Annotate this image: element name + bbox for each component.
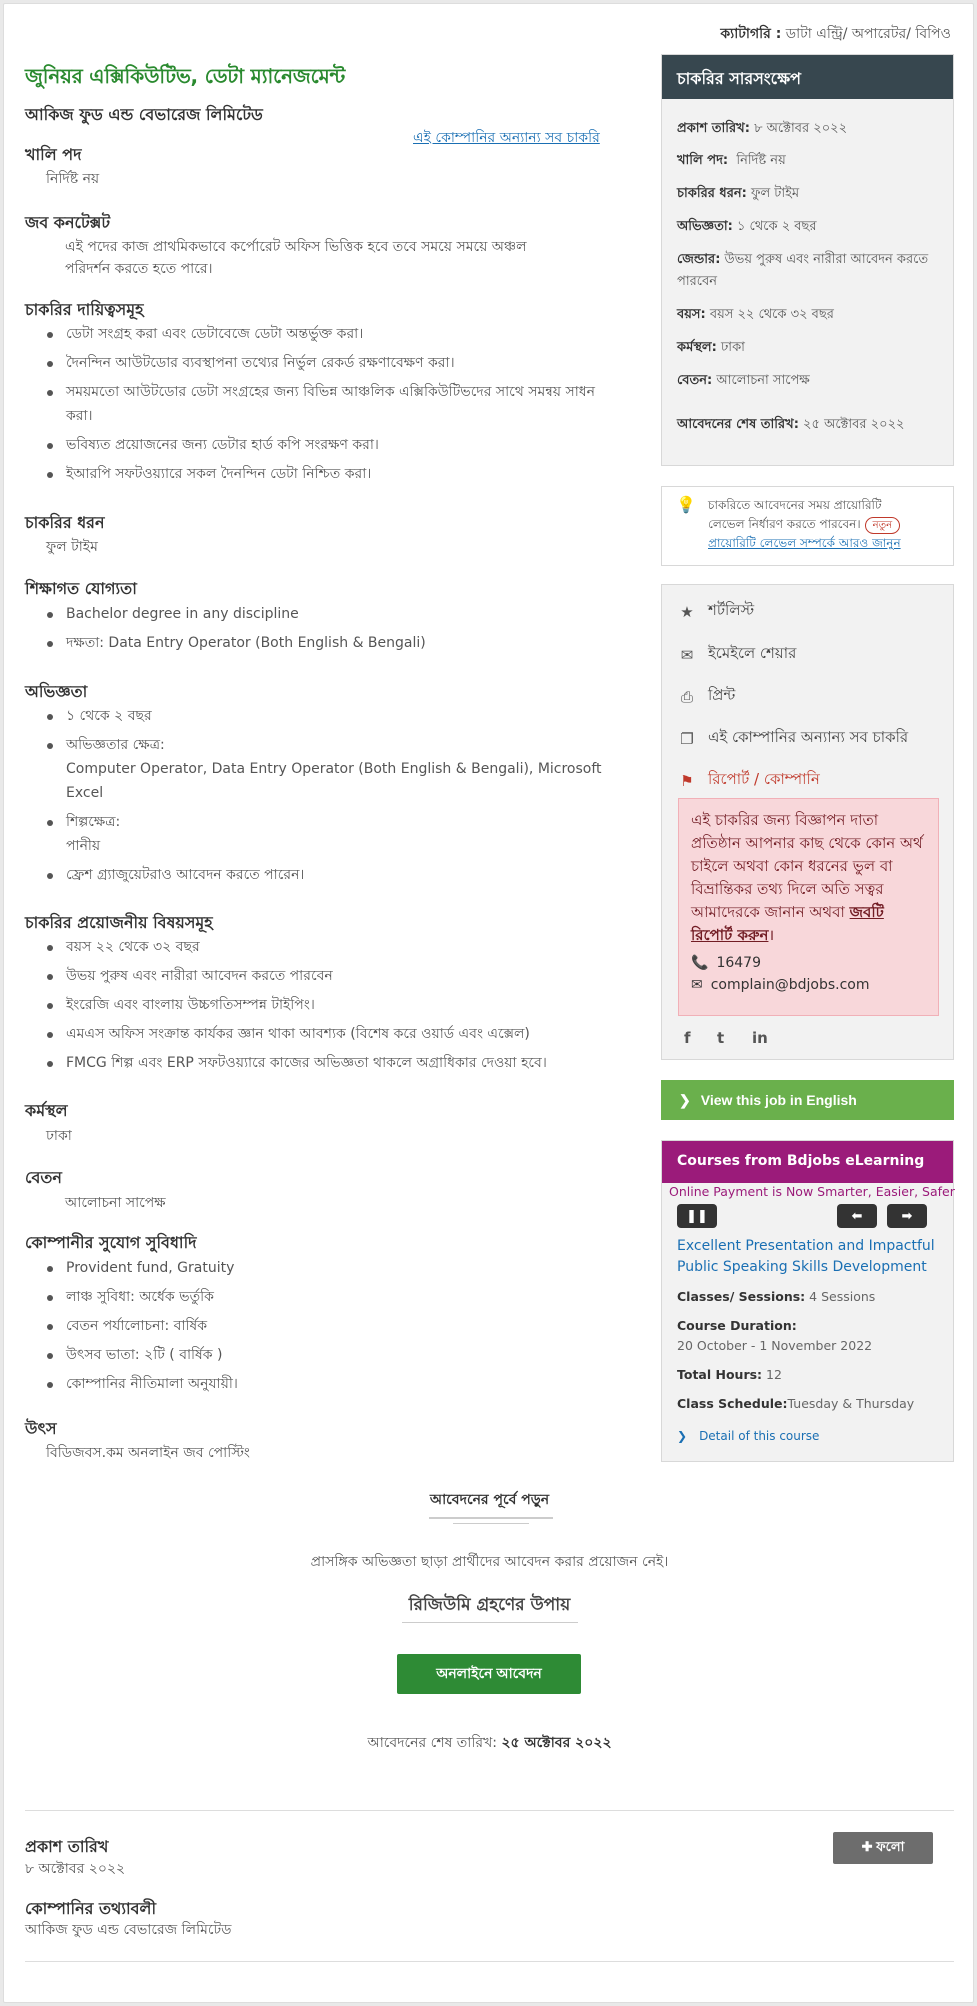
read-before-heading: আবেদনের পূর্বে পড়ুন bbox=[429, 1492, 550, 1508]
list-item: সময়মতো আউটডোর ডেটা সংগ্রহের জন্য বিভিন্ন আঞ্চলিক এক্সিকিউটিভদের সাথে সমন্বয় সাধন করা। bbox=[46, 380, 606, 428]
course-sessions: Classes/ Sessions: 4 Sessions bbox=[677, 1289, 876, 1304]
envelope-icon: ✉ bbox=[691, 977, 703, 993]
chevron-right-icon: ❯ bbox=[677, 1429, 688, 1443]
salary-value: আলোচনা সাপেক্ষ bbox=[65, 1195, 166, 1211]
vacancy-value: নির্দিষ্ট নয় bbox=[46, 171, 100, 187]
list-item: ইআরপি সফটওয়্যারে সকল দৈনন্দিন ডেটা নিশ্চিত করা। bbox=[46, 462, 606, 486]
job-details-page bbox=[3, 3, 974, 2003]
list-item: কোম্পানির নীতিমালা অনুযায়ী। bbox=[46, 1372, 606, 1396]
job-title: জুনিয়র এক্সিকিউটিভ, ডেটা ম্যানেজমেন্ট bbox=[25, 64, 346, 88]
footer-company-value: আকিজ ফুড এন্ড বেভারেজ লিমিটেড bbox=[25, 1922, 232, 1938]
linkedin-icon[interactable]: in bbox=[752, 1029, 768, 1047]
list-item: ডেটা সংগ্রহ করা এবং ডেটাবেজে ডেটা অন্তর্ভুক্ত করা। bbox=[46, 322, 606, 346]
print-label: প্রিন্ট bbox=[708, 686, 736, 704]
experience-area-label: অভিজ্ঞতার ক্ষেত্র: bbox=[66, 737, 165, 753]
list-item: Provident fund, Gratuity bbox=[46, 1256, 606, 1280]
source-value: বিডিজবস.কম অনলাইন জব পোস্টিং bbox=[46, 1445, 250, 1461]
education-list bbox=[46, 602, 606, 660]
experience-area-value-1: Computer Operator, Data Entry Operator (Both English & Bengali), Microsoft bbox=[66, 761, 602, 777]
copy-icon: ❐ bbox=[680, 729, 694, 748]
course-heading: Courses from Bdjobs eLearning bbox=[662, 1141, 953, 1183]
report-label: রিপোর্ট / কোম্পানি bbox=[708, 770, 820, 788]
twitter-icon[interactable]: t bbox=[717, 1029, 725, 1047]
resume-method-heading: রিজিউমি গ্রহণের উপায় bbox=[408, 1595, 571, 1615]
print-action[interactable] bbox=[678, 684, 735, 709]
list-item: দক্ষতা: Data Entry Operator (Both English & Bengali) bbox=[46, 631, 606, 655]
summary-experience: অভিজ্ঞতা: ১ থেকে ২ বছর bbox=[677, 219, 817, 234]
arrow-left-icon[interactable]: ⬅ bbox=[837, 1204, 877, 1228]
pause-icon[interactable]: ❚❚ bbox=[677, 1204, 717, 1228]
course-marquee: Online Payment is Now Smarter, Easier, Safer bbox=[669, 1184, 955, 1199]
priority-line1: চাকরিতে আবেদনের সময় প্রায়োরিটি bbox=[708, 498, 882, 512]
requirements-list bbox=[46, 935, 626, 1080]
divider bbox=[25, 1961, 954, 1962]
list-item: বেতন পর্যালোচনা: বার্ষিক bbox=[46, 1314, 606, 1338]
chevron-right-icon: ❯ bbox=[679, 1091, 691, 1108]
report-action[interactable] bbox=[678, 768, 820, 793]
requirements-heading: চাকরির প্রয়োজনীয় বিষয়সমূহ bbox=[25, 913, 213, 932]
summary-type: চাকরির ধরন: ফুল টাইম bbox=[677, 186, 800, 201]
list-item: বয়স ২২ থেকে ৩২ বছর bbox=[46, 935, 626, 959]
benefits-list bbox=[46, 1256, 606, 1401]
benefits-heading: কোম্পানীর সুযোগ সুবিধাদি bbox=[25, 1233, 197, 1252]
print-icon: ⎙ bbox=[680, 687, 693, 706]
facebook-icon[interactable]: f bbox=[684, 1029, 691, 1047]
employment-status-value: ফুল টাইম bbox=[46, 539, 98, 555]
priority-box bbox=[661, 486, 954, 566]
summary-salary: বেতন: আলোচনা সাপেক্ষ bbox=[677, 373, 810, 388]
experience-heading: অভিজ্ঞতা bbox=[25, 682, 88, 701]
actions-box bbox=[661, 584, 954, 1060]
category-value: ডাটা এন্ট্রি/ অপারেটর/ বিপিও bbox=[785, 26, 951, 42]
summary-gender: জেন্ডার: উভয় পুরুষ এবং নারীরা আবেদন করতে পারবেন bbox=[677, 252, 929, 289]
vacancy-heading: খালি পদ bbox=[25, 145, 82, 164]
job-context-line1: এই পদের কাজ প্রাথমিকভাবে কর্পোরেট অফিস ভিত্তিক হবে তবে সময়ে সময়ে অঞ্চল bbox=[65, 239, 527, 255]
responsibilities-list bbox=[46, 322, 606, 491]
education-heading: শিক্ষাগত যোগ্যতা bbox=[25, 579, 137, 598]
course-hours: Total Hours: 12 bbox=[677, 1367, 782, 1382]
list-item: Bachelor degree in any discipline bbox=[46, 602, 606, 626]
apply-deadline: আবেদনের শেষ তারিখ: ২৫ অক্টোবর ২০২২ bbox=[367, 1735, 612, 1751]
apply-note: প্রাসঙ্গিক অভিজ্ঞতা ছাড়া প্রার্থীদের আবেদন করার প্রয়োজন নেই। bbox=[310, 1554, 669, 1570]
lightbulb-icon: 💡 bbox=[676, 495, 696, 514]
employment-status-heading: চাকরির ধরন bbox=[25, 513, 105, 532]
report-warning-box: এই চাকরির জন্য বিজ্ঞাপন দাতা প্রতিষ্ঠান আপনার কাছ থেকে কোন অর্থ চাইলে অথবা কোন ধরনের ভুল বা বিভ্রান্তিকর তথ্য দিলে অতি সত্বর আমাদেরকে জানান অথবা জবটি রিপোর্ট করুন। 📞 16479 ✉ complain@bdjobs.com bbox=[678, 798, 939, 1016]
company-name: আকিজ ফুড এন্ড বেভারেজ লিমিটেড bbox=[25, 105, 263, 124]
shortlist-action[interactable] bbox=[678, 599, 754, 624]
summary-heading: চাকরির সারসংক্ষেপ bbox=[662, 55, 953, 99]
apply-online-button[interactable]: অনলাইনে আবেদন bbox=[397, 1654, 581, 1694]
list-item: ফ্রেশ গ্র্যাজুয়েটরাও আবেদন করতে পারেন। bbox=[46, 863, 606, 887]
other-jobs-action[interactable] bbox=[678, 726, 908, 751]
list-item: ১ থেকে ২ বছর bbox=[46, 704, 606, 728]
divider bbox=[429, 1517, 553, 1519]
category-label: ক্যাটাগরি : bbox=[720, 26, 782, 42]
summary-vacancy: খালি পদ: নির্দিষ্ট নয় bbox=[677, 153, 786, 168]
industry-label: শিল্পক্ষেত্র: bbox=[66, 814, 121, 830]
list-item: লাঞ্চ সুবিধা: অর্ধেক ভর্তুকি bbox=[46, 1285, 606, 1309]
list-item bbox=[46, 810, 606, 858]
list-item: দৈনন্দিন আউটডোর ব্যবস্থাপনা তথ্যের নির্ভুল রেকর্ড রক্ষণাবেক্ষণ করা। bbox=[46, 351, 606, 375]
flag-icon: ⚑ bbox=[680, 771, 694, 790]
new-badge: নতুন bbox=[865, 517, 900, 534]
priority-line2: লেভেল নির্ধারণ করতে পারবেন। bbox=[708, 517, 861, 531]
footer-published-heading: প্রকাশ তারিখ bbox=[25, 1837, 109, 1856]
summary-published: প্রকাশ তারিখ: ৮ অক্টোবর ২০২২ bbox=[677, 121, 848, 136]
job-summary-box bbox=[661, 54, 954, 466]
report-text: এই চাকরির জন্য বিজ্ঞাপন দাতা প্রতিষ্ঠান আপনার কাছ থেকে কোন অর্থ চাইলে অথবা কোন ধরনের ভুল বা বিভ্রান্তিকর তথ্য দিলে অতি সত্বর আমাদেরকে জানান অথবা bbox=[691, 811, 923, 921]
summary-deadline: আবেদনের শেষ তারিখ: ২৫ অক্টোবর ২০২২ bbox=[677, 417, 905, 432]
list-item: FMCG শিল্প এবং ERP সফটওয়্যারে কাজের অভিজ্ঞতা থাকলে অগ্রাধিকার দেওয়া হবে। bbox=[46, 1051, 626, 1075]
divider bbox=[402, 1622, 578, 1623]
divider bbox=[453, 1523, 529, 1524]
star-icon: ★ bbox=[680, 602, 694, 621]
arrow-right-icon[interactable]: ➡ bbox=[887, 1204, 927, 1228]
phone-icon: 📞 bbox=[691, 955, 709, 971]
plus-icon: ✚ bbox=[861, 1838, 873, 1854]
priority-learn-link[interactable]: প্রায়োরিটি লেভেল সম্পর্কে আরও জানুন bbox=[708, 536, 901, 550]
responsibilities-heading: চাকরির দায়িত্বসমূহ bbox=[25, 300, 144, 319]
list-item: ইংরেজি এবং বাংলায় উচ্চগতিসম্পন্ন টাইপিং। bbox=[46, 993, 626, 1017]
report-email: ✉ complain@bdjobs.com bbox=[691, 977, 870, 993]
location-heading: কর্মস্থল bbox=[25, 1101, 68, 1120]
source-heading: উৎস bbox=[25, 1419, 57, 1438]
category bbox=[720, 22, 951, 46]
email-share-action[interactable] bbox=[678, 642, 796, 667]
envelope-icon: ✉ bbox=[680, 645, 694, 664]
list-item: ভবিষ্যত প্রয়োজনের জন্য ডেটার হার্ড কপি সংরক্ষণ করা। bbox=[46, 433, 606, 457]
divider bbox=[25, 1810, 954, 1811]
other-jobs-link[interactable]: এই কোম্পানির অন্যান্য সব চাকরি bbox=[413, 130, 600, 146]
salary-heading: বেতন bbox=[25, 1168, 62, 1187]
summary-age: বয়স: বয়স ২২ থেকে ৩২ বছর bbox=[677, 307, 834, 322]
course-title[interactable]: Excellent Presentation and Impactful Public Speaking Skills Development bbox=[677, 1238, 935, 1275]
list-item: উৎসব ভাতা: ২টি ( বার্ষিক ) bbox=[46, 1343, 606, 1367]
report-job-link[interactable]: জবটি রিপোর্ট করুন bbox=[691, 903, 884, 944]
course-box bbox=[661, 1140, 954, 1462]
list-item bbox=[46, 733, 606, 805]
job-context-heading: জব কনটেক্সট bbox=[25, 213, 111, 232]
location-value: ঢাকা bbox=[46, 1128, 72, 1144]
course-duration: Course Duration: 20 October - 1 November 2022 bbox=[677, 1318, 873, 1353]
footer-published-value: ৮ অক্টোবর ২০২২ bbox=[25, 1861, 126, 1877]
other-jobs-label: এই কোম্পানির অন্যান্য সব চাকরি bbox=[708, 728, 909, 746]
experience-list bbox=[46, 704, 606, 892]
report-phone: 📞 16479 bbox=[691, 955, 761, 971]
list-item: এমএস অফিস সংক্রান্ত কার্যকর জ্ঞান থাকা আবশ্যক (বিশেষ করে ওয়ার্ড এবং এক্সেল) bbox=[46, 1022, 626, 1046]
follow-button[interactable]: ✚ ফলো bbox=[833, 1832, 933, 1864]
list-item: উভয় পুরুষ এবং নারীরা আবেদন করতে পারবেন bbox=[46, 964, 626, 988]
experience-area-value-2: Excel bbox=[66, 785, 104, 801]
view-english-button[interactable]: ❯ View this job in English bbox=[661, 1080, 954, 1120]
course-schedule: Class Schedule:Tuesday & Thursday bbox=[677, 1396, 915, 1411]
industry-value: পানীয় bbox=[66, 838, 101, 854]
summary-location: কর্মস্থল: ঢাকা bbox=[677, 340, 745, 355]
job-context-line2: পরিদর্শন করতে হতে পারে। bbox=[65, 261, 213, 277]
course-detail-link[interactable]: ❯ Detail of this course bbox=[677, 1429, 820, 1443]
email-share-label: ইমেইলে শেয়ার bbox=[708, 644, 797, 662]
shortlist-label: শর্টলিস্ট bbox=[708, 601, 755, 619]
footer-company-heading: কোম্পানির তথ্যাবলী bbox=[25, 1899, 157, 1918]
